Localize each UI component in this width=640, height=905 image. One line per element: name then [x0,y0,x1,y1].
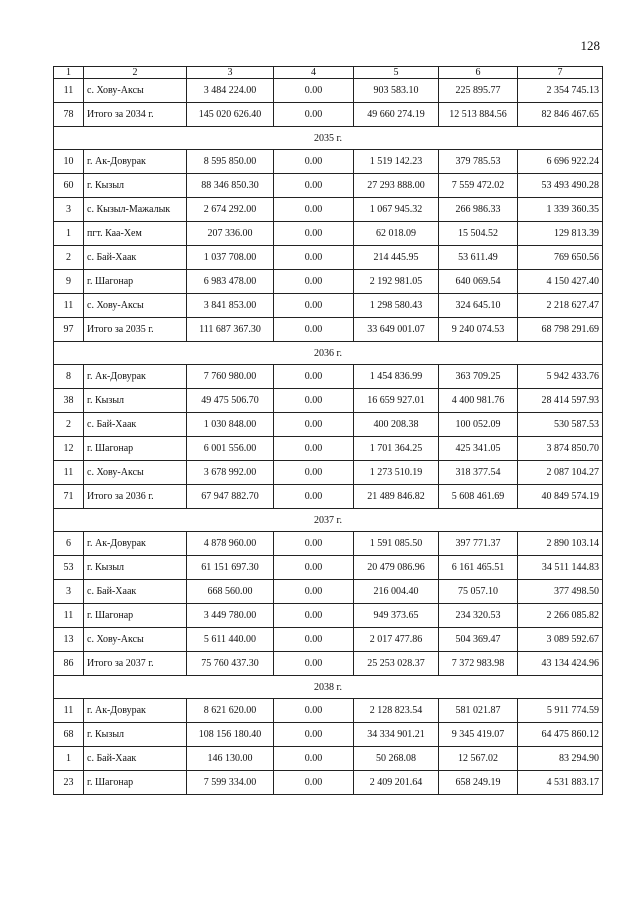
table-cell: 397 771.37 [439,532,518,556]
table-cell: 43 134 424.96 [518,652,603,676]
table-cell: 13 [54,628,84,652]
table-cell: 12 513 884.56 [439,103,518,127]
table-cell: 67 947 882.70 [187,485,274,509]
table-cell: 21 489 846.82 [354,485,439,509]
table-cell: 0.00 [274,294,354,318]
table-cell: 27 293 888.00 [354,174,439,198]
table-cell: 2 [54,413,84,437]
table-cell: 16 659 927.01 [354,389,439,413]
table-cell: 0.00 [274,485,354,509]
table-cell: 0.00 [274,699,354,723]
table-cell: г. Ак-Довурак [84,532,187,556]
table-row [54,270,603,294]
year-label: 2037 г. [54,509,603,532]
table-row [54,461,603,485]
table-cell: 1 030 848.00 [187,413,274,437]
table-cell: 68 798 291.69 [518,318,603,342]
table-cell: с. Бай-Хаак [84,580,187,604]
table-cell: 100 052.09 [439,413,518,437]
table-cell: 0.00 [274,747,354,771]
table-cell: 8 [54,365,84,389]
table-cell: 40 849 574.19 [518,485,603,509]
table-cell: 903 583.10 [354,79,439,103]
table-cell: 71 [54,485,84,509]
table-cell: 581 021.87 [439,699,518,723]
table-cell: 3 484 224.00 [187,79,274,103]
table-cell: 108 156 180.40 [187,723,274,747]
year-label: 2035 г. [54,127,603,150]
table-cell: 11 [54,699,84,723]
table-cell: 3 678 992.00 [187,461,274,485]
table-cell: 75 760 437.30 [187,652,274,676]
table-cell: 1 273 510.19 [354,461,439,485]
column-header: 1 [54,67,84,79]
table-row [54,437,603,461]
table-cell: 5 911 774.59 [518,699,603,723]
table-cell: 7 372 983.98 [439,652,518,676]
table-cell: 2 087 104.27 [518,461,603,485]
table-cell: 2 674 292.00 [187,198,274,222]
table-cell: 53 611.49 [439,246,518,270]
table-cell: 2 128 823.54 [354,699,439,723]
table-cell: 377 498.50 [518,580,603,604]
table-cell: 129 813.39 [518,222,603,246]
table-cell: 11 [54,294,84,318]
table-cell: 68 [54,723,84,747]
year-label: 2038 г. [54,676,603,699]
table-cell: с. Бай-Хаак [84,413,187,437]
table-cell: 1 701 364.25 [354,437,439,461]
table-cell: 3 874 850.70 [518,437,603,461]
table-cell: 0.00 [274,318,354,342]
year-section-row [54,342,603,365]
table-row [54,198,603,222]
table-cell: 0.00 [274,389,354,413]
table-cell: 0.00 [274,771,354,795]
table-cell: 4 531 883.17 [518,771,603,795]
table-cell: 2 890 103.14 [518,532,603,556]
year-section-row [54,127,603,150]
table-cell: г. Шагонар [84,771,187,795]
table-cell: 20 479 086.96 [354,556,439,580]
table-row [54,485,603,509]
table-cell: 0.00 [274,532,354,556]
table-row [54,771,603,795]
table-cell: г. Шагонар [84,604,187,628]
table-row [54,246,603,270]
column-header: 7 [518,67,603,79]
table-row [54,174,603,198]
table-cell: 0.00 [274,103,354,127]
table-row [54,556,603,580]
table-cell: 61 151 697.30 [187,556,274,580]
table-cell: 146 130.00 [187,747,274,771]
table-cell: 400 208.38 [354,413,439,437]
table-cell: 6 161 465.51 [439,556,518,580]
table-cell: 23 [54,771,84,795]
table-row [54,699,603,723]
table-cell: 9 240 074.53 [439,318,518,342]
table-cell: 1 591 085.50 [354,532,439,556]
table-cell: 5 608 461.69 [439,485,518,509]
table-cell: 28 414 597.93 [518,389,603,413]
table-cell: 11 [54,461,84,485]
table-cell: 0.00 [274,461,354,485]
table-cell: 62 018.09 [354,222,439,246]
table-cell: 83 294.90 [518,747,603,771]
table-cell: пгт. Каа-Хем [84,222,187,246]
column-header: 2 [84,67,187,79]
table-cell: 1 067 945.32 [354,198,439,222]
table-cell: 658 249.19 [439,771,518,795]
column-header: 3 [187,67,274,79]
table-cell: 225 895.77 [439,79,518,103]
table-row [54,103,603,127]
table-cell: 50 268.08 [354,747,439,771]
table-cell: 214 445.95 [354,246,439,270]
table-cell: 504 369.47 [439,628,518,652]
table-cell: 1 454 836.99 [354,365,439,389]
table-cell: с. Хову-Аксы [84,461,187,485]
table-cell: 111 687 367.30 [187,318,274,342]
column-header: 6 [439,67,518,79]
table-cell: 38 [54,389,84,413]
year-section-row [54,676,603,699]
table-cell: 34 334 901.21 [354,723,439,747]
page-number: 128 [580,38,600,53]
table-row [54,318,603,342]
table-row [54,150,603,174]
table-cell: 6 983 478.00 [187,270,274,294]
table-cell: с. Хову-Аксы [84,294,187,318]
table-row [54,413,603,437]
table-cell: 78 [54,103,84,127]
table-cell: 216 004.40 [354,580,439,604]
table-cell: 3 449 780.00 [187,604,274,628]
table-cell: г. Кызыл [84,174,187,198]
year-section-row [54,509,603,532]
table-cell: г. Шагонар [84,270,187,294]
table-cell: 0.00 [274,365,354,389]
table-cell: 207 336.00 [187,222,274,246]
table-cell: 11 [54,604,84,628]
table-cell: с. Кызыл-Мажалык [84,198,187,222]
table-cell: 86 [54,652,84,676]
table-cell: 1 [54,747,84,771]
table-cell: 0.00 [274,604,354,628]
table-cell: 0.00 [274,246,354,270]
table-cell: г. Ак-Довурак [84,150,187,174]
table-row [54,389,603,413]
table-cell: 0.00 [274,556,354,580]
table-row [54,652,603,676]
table-cell: г. Шагонар [84,437,187,461]
table-row [54,365,603,389]
table-cell: 640 069.54 [439,270,518,294]
table-cell: 0.00 [274,652,354,676]
table-cell: 668 560.00 [187,580,274,604]
table-cell: 0.00 [274,222,354,246]
table-cell: 5 942 433.76 [518,365,603,389]
table-cell: 3 089 592.67 [518,628,603,652]
table-cell: с. Бай-Хаак [84,246,187,270]
table-cell: 4 150 427.40 [518,270,603,294]
table-cell: 25 253 028.37 [354,652,439,676]
table-cell: 15 504.52 [439,222,518,246]
table-cell: 2 [54,246,84,270]
table-cell: 324 645.10 [439,294,518,318]
table-cell: 6 696 922.24 [518,150,603,174]
table-cell: 145 020 626.40 [187,103,274,127]
table-cell: 2 354 745.13 [518,79,603,103]
table-cell: с. Бай-Хаак [84,747,187,771]
table-cell: 769 650.56 [518,246,603,270]
column-header: 4 [274,67,354,79]
table-cell: 11 [54,79,84,103]
table-cell: 0.00 [274,174,354,198]
table-cell: с. Хову-Аксы [84,628,187,652]
table-cell: 53 493 490.28 [518,174,603,198]
table-cell: 8 621 620.00 [187,699,274,723]
table-cell: 0.00 [274,79,354,103]
table-cell: 9 [54,270,84,294]
table-cell: 10 [54,150,84,174]
table-cell: 5 611 440.00 [187,628,274,652]
column-header: 5 [354,67,439,79]
table-cell: 75 057.10 [439,580,518,604]
table-cell: 4 400 981.76 [439,389,518,413]
table-row [54,723,603,747]
table-cell: Итого за 2034 г. [84,103,187,127]
table-row [54,532,603,556]
table-cell: 0.00 [274,198,354,222]
table-cell: 1 519 142.23 [354,150,439,174]
table-cell: 234 320.53 [439,604,518,628]
table-cell: 34 511 144.83 [518,556,603,580]
table-row [54,222,603,246]
table-row [54,580,603,604]
table-cell: 0.00 [274,270,354,294]
table-cell: 2 218 627.47 [518,294,603,318]
table-cell: 1 298 580.43 [354,294,439,318]
data-table [53,66,603,795]
table-cell: 60 [54,174,84,198]
table-cell: Итого за 2037 г. [84,652,187,676]
table-cell: 1 339 360.35 [518,198,603,222]
table-cell: 266 986.33 [439,198,518,222]
table-cell: г. Кызыл [84,389,187,413]
table-cell: 53 [54,556,84,580]
table-cell: 425 341.05 [439,437,518,461]
table-row [54,604,603,628]
table-cell: 0.00 [274,723,354,747]
table-cell: 2 192 981.05 [354,270,439,294]
year-label: 2036 г. [54,342,603,365]
table-cell: 6 [54,532,84,556]
table-cell: 49 475 506.70 [187,389,274,413]
table-cell: Итого за 2036 г. [84,485,187,509]
table-cell: 363 709.25 [439,365,518,389]
table-cell: 949 373.65 [354,604,439,628]
table-cell: 0.00 [274,413,354,437]
table-cell: 9 345 419.07 [439,723,518,747]
table-cell: 7 559 472.02 [439,174,518,198]
table-cell: 0.00 [274,628,354,652]
table-cell: 12 [54,437,84,461]
table-cell: 379 785.53 [439,150,518,174]
table-cell: г. Кызыл [84,723,187,747]
table-cell: Итого за 2035 г. [84,318,187,342]
table-cell: г. Кызыл [84,556,187,580]
table-cell: г. Ак-Довурак [84,699,187,723]
table-cell: 8 595 850.00 [187,150,274,174]
table-cell: 1 [54,222,84,246]
table-cell: 33 649 001.07 [354,318,439,342]
table-cell: 2 017 477.86 [354,628,439,652]
table-cell: 318 377.54 [439,461,518,485]
table-cell: 2 266 085.82 [518,604,603,628]
table-cell: 2 409 201.64 [354,771,439,795]
table-cell: 3 [54,580,84,604]
table-cell: 0.00 [274,580,354,604]
table-header-row [54,67,603,79]
table-cell: 3 841 853.00 [187,294,274,318]
table-cell: 3 [54,198,84,222]
table-cell: 530 587.53 [518,413,603,437]
table-cell: 6 001 556.00 [187,437,274,461]
table-row [54,294,603,318]
table-cell: 49 660 274.19 [354,103,439,127]
table-cell: 7 599 334.00 [187,771,274,795]
table-cell: 7 760 980.00 [187,365,274,389]
table-row [54,79,603,103]
table-cell: 82 846 467.65 [518,103,603,127]
table-body [54,79,603,795]
table-row [54,747,603,771]
table-cell: 88 346 850.30 [187,174,274,198]
table-cell: 97 [54,318,84,342]
table-cell: 1 037 708.00 [187,246,274,270]
table-cell: г. Ак-Довурак [84,365,187,389]
table-cell: 64 475 860.12 [518,723,603,747]
table-cell: 12 567.02 [439,747,518,771]
table-cell: 0.00 [274,437,354,461]
table-row [54,628,603,652]
table-cell: 4 878 960.00 [187,532,274,556]
table-cell: с. Хову-Аксы [84,79,187,103]
table-cell: 0.00 [274,150,354,174]
